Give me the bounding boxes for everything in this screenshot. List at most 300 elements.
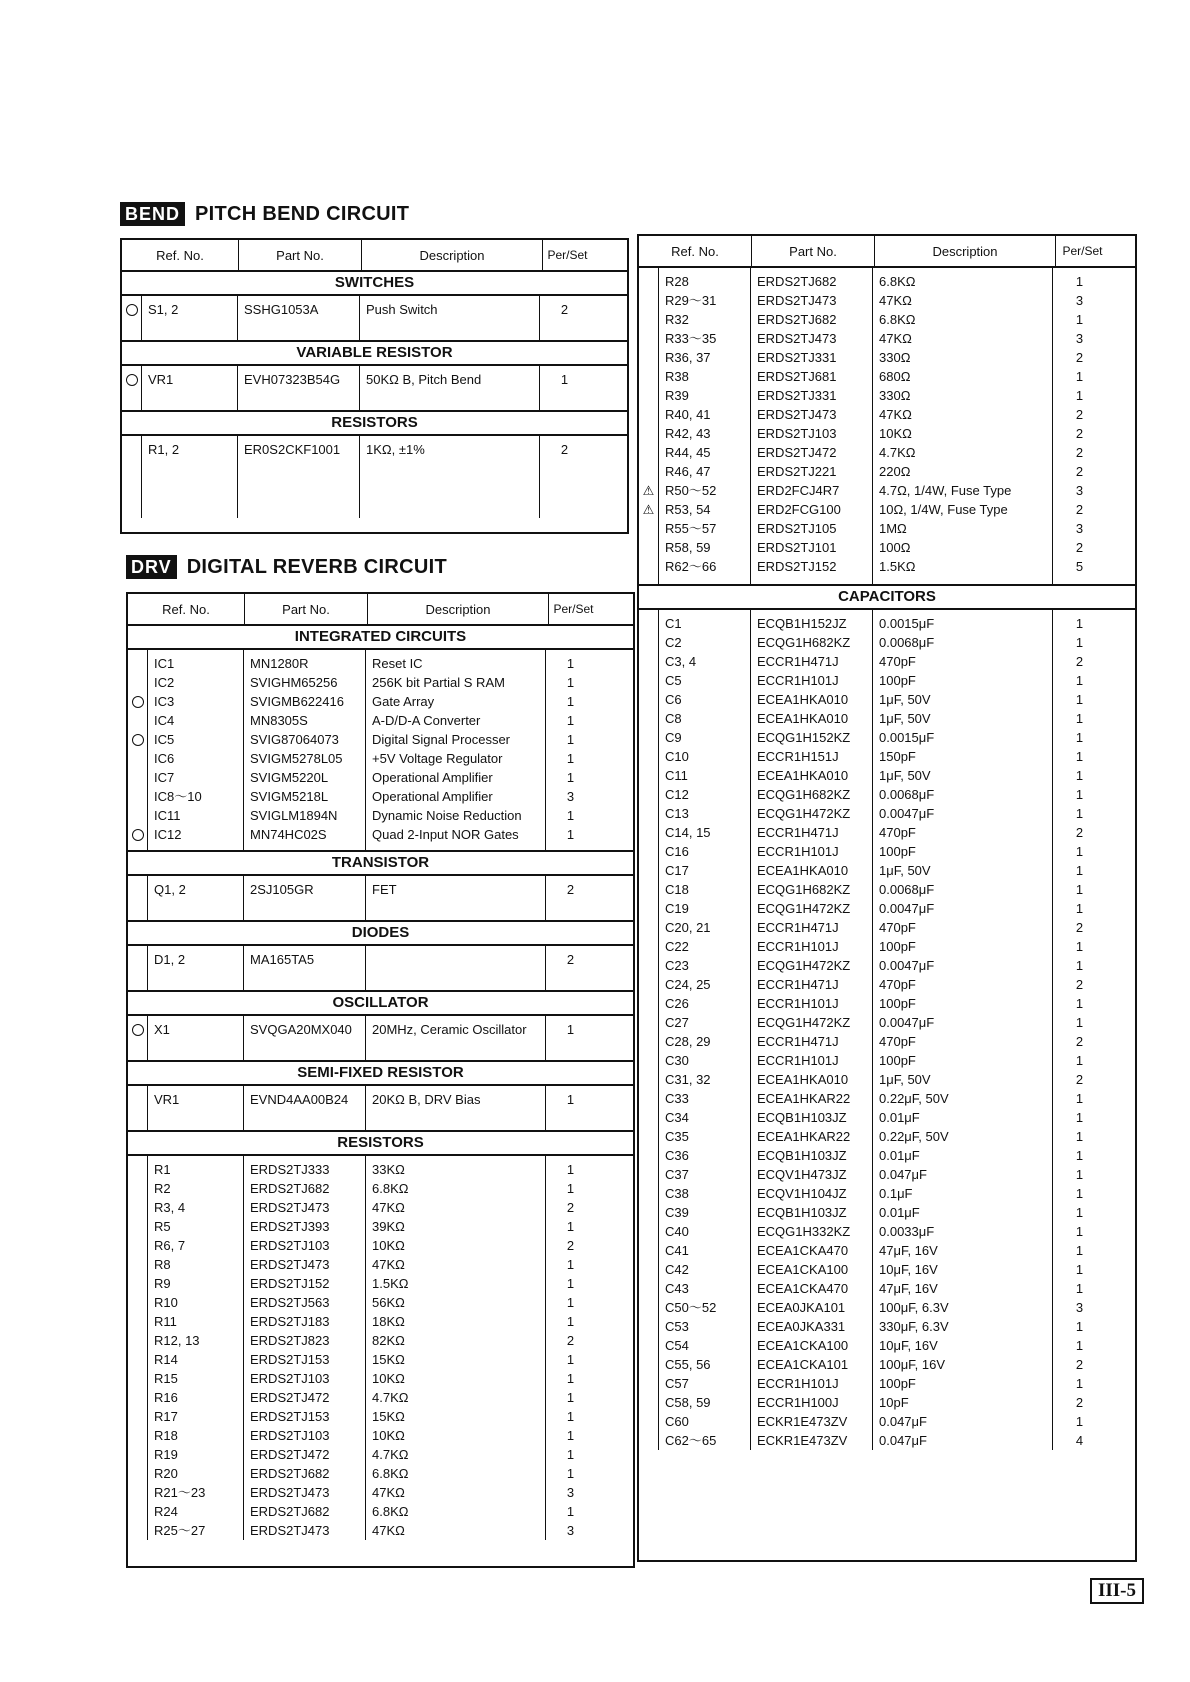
mark-cell [639,975,658,994]
table-cell: ER0S2CKF1001 [244,442,341,457]
table-cell: 2 [566,1333,575,1348]
table-cell: 330Ω [879,350,911,365]
table-cell: 1 [566,1181,575,1196]
table-cell: 47KΩ [879,293,912,308]
table-cell: 1 [566,1352,575,1367]
description-column [366,946,546,990]
table-cell: 3 [1075,521,1084,536]
table-cell: 6.8KΩ [372,1504,409,1519]
table-cell: 18KΩ [372,1314,405,1329]
table-cell: R55～57 [665,521,717,536]
mark-cell [639,614,658,633]
table-cell: ECEA0JKA101 [757,1300,846,1315]
table-cell: 3 [566,1485,575,1500]
mark-cell [128,1312,147,1331]
table-cell: 1 [566,1022,575,1037]
table-cell: 1μF, 50V [879,1072,931,1087]
table-cell: 0.1μF [879,1186,913,1201]
table-cell: 100pF [879,673,916,688]
header-part-no: Part No. [752,236,875,266]
header-ref-no: Ref. No. [639,236,752,266]
table-cell: C17 [665,863,689,878]
mark-cell [128,880,147,899]
table-cell: ECCR1H101J [757,939,839,954]
table-cell: Dynamic Noise Reduction [372,808,522,823]
header-per-set: Per/Set [1062,244,1103,258]
table-cell: 330μF, 6.3V [879,1319,949,1334]
group-title: SWITCHES [122,272,627,296]
mark-cell [639,956,658,975]
table-cell: 1 [1075,312,1084,327]
table-cell: R39 [665,388,689,403]
mark-cell [128,825,147,844]
table-cell: C13 [665,806,689,821]
group-body [128,946,633,992]
table-cell: 4.7KΩ [372,1447,409,1462]
part-column [238,436,360,518]
table-cell: C20, 21 [665,920,711,935]
table-cell: ERDS2TJ103 [250,1428,330,1443]
table-cell: 1 [1075,882,1084,897]
table-cell: 1 [1075,1338,1084,1353]
table-cell: 1 [1075,768,1084,783]
per-set-column [546,1016,595,1060]
table-cell: R25～27 [154,1523,206,1538]
table-cell: R15 [154,1371,178,1386]
table-cell: 6.8KΩ [372,1466,409,1481]
mark-cell [639,272,658,291]
table-cell: 47KΩ [372,1200,405,1215]
table-cell: R16 [154,1390,178,1405]
mark-cell [128,1445,147,1464]
mark-cell [128,1293,147,1312]
table-cell: ERDS2TJ105 [757,521,837,536]
table-cell: 0.0047μF [879,1015,935,1030]
table-cell: 2 [1075,464,1084,479]
table-cell: R62～66 [665,559,717,574]
group-title: TRANSISTOR [128,852,633,876]
part-column [751,268,873,584]
table-cell: IC11 [154,808,181,823]
table-cell: 1 [566,751,575,766]
table-cell: ERDS2TJ152 [250,1276,330,1291]
mark-cell [639,557,658,576]
table-cell: 1 [1075,844,1084,859]
table-cell: ECCR1H471J [757,654,839,669]
per-set-column [546,650,595,850]
mark-cell [639,994,658,1013]
table-cell: 1 [1075,1205,1084,1220]
mark-cell [639,291,658,310]
table-cell: 1 [1075,673,1084,688]
table-cell: C1 [665,616,682,631]
mark-cell [639,1279,658,1298]
table-cell: SVIG87064073 [250,732,339,747]
table-cell: 10KΩ [879,426,912,441]
per-set-column [540,296,589,340]
table-cell: 15KΩ [372,1409,405,1424]
table-cell: R44, 45 [665,445,711,460]
table-cell: R53, 54 [665,502,711,517]
per-set-column [546,1086,595,1130]
table-cell: C58, 59 [665,1395,711,1410]
table-cell: ERDS2TJ473 [757,407,837,422]
mark-cell [639,880,658,899]
table-cell: ERDS2TJ472 [250,1447,330,1462]
table-cell: C50～52 [665,1300,717,1315]
table-cell: ECKR1E473ZV [757,1433,848,1448]
mark-cell [639,1317,658,1336]
table-cell: 15KΩ [372,1352,405,1367]
group-body [639,268,1135,586]
table-cell: C3, 4 [665,654,697,669]
group-body [128,876,633,922]
ref-column [148,1156,244,1540]
table-cell: SVIGM5220L [250,770,329,785]
mark-cell [128,730,147,749]
table-cell: 0.01μF [879,1110,920,1125]
table-cell: ECCR1H471J [757,825,839,840]
table-cell: 1 [1075,616,1084,631]
mark-cell [128,1255,147,1274]
mark-cell [639,1374,658,1393]
ref-column [148,650,244,850]
description-column [366,1086,546,1130]
digital-reverb-parts-table [126,592,635,1568]
table-cell: ECEA1HKAR22 [757,1129,851,1144]
table-cell: 3 [566,1523,575,1538]
table-cell: 2 [566,952,575,967]
table-cell: R14 [154,1352,178,1367]
table-cell: 1 [1075,1262,1084,1277]
table-cell: 0.047μF [879,1414,927,1429]
table-cell: 1 [1075,996,1084,1011]
table-cell: MN74HC02S [250,827,327,842]
table-cell: 2 [1075,1072,1084,1087]
table-cell: ECEA1HKA010 [757,692,849,707]
mark-cell [639,367,658,386]
mark-cell [639,785,658,804]
table-cell: 470pF [879,654,916,669]
table-cell: 1 [1075,1167,1084,1182]
table-cell: 1 [566,1295,575,1310]
table-cell: 1 [1075,388,1084,403]
warning-triangle-icon: ⚠ [642,502,655,517]
table-cell: 1 [566,827,575,842]
table-cell: 150pF [879,749,916,764]
table-cell: ECQG1H472KZ [757,901,851,916]
table-cell: 1 [566,1276,575,1291]
header-part-no: Part No. [245,594,368,624]
table-cell: SVQGA20MX040 [250,1022,352,1037]
table-cell: ECQG1H152KZ [757,730,851,745]
table-cell: ECCR1H101J [757,996,839,1011]
mark-cell [128,1274,147,1293]
table-cell: R20 [154,1466,178,1481]
mark-cell [639,1165,658,1184]
table-cell: 1.5KΩ [879,559,916,574]
mark-cell [639,1127,658,1146]
mark-cell [639,633,658,652]
mark-cell [128,1407,147,1426]
table-cell: C26 [665,996,689,1011]
mark-cell [122,300,141,319]
mark-cell [128,692,147,711]
header-per-set: Per/Set [553,602,594,616]
table-cell: 10KΩ [372,1428,405,1443]
table-cell: ECCR1H100J [757,1395,839,1410]
table-cell: 100pF [879,1053,916,1068]
mark-cell [128,1426,147,1445]
table-cell: 1μF, 50V [879,863,931,878]
mark-cell [639,823,658,842]
circle-mark-icon [126,304,138,316]
group-body [122,366,627,412]
mark-cell [122,440,141,459]
table-cell: 33KΩ [372,1162,405,1177]
table-cell: ERDS2TJ473 [250,1485,330,1500]
group-title: CAPACITORS [639,586,1135,610]
table-cell: R8 [154,1257,171,1272]
mark-cell [128,1217,147,1236]
circle-mark-icon [132,829,144,841]
table-cell: 4.7Ω, 1/4W, Fuse Type [879,483,1012,498]
table-cell: ECEA1HKA010 [757,863,849,878]
mark-cell [639,1013,658,1032]
table-cell: ECEA1CKA100 [757,1338,849,1353]
table-cell: 1 [1075,692,1084,707]
table-cell: R6, 7 [154,1238,186,1253]
circle-mark-icon [126,374,138,386]
table-cell: C28, 29 [665,1034,711,1049]
mark-cell [639,1108,658,1127]
table-cell: ERDS2TJ682 [250,1504,330,1519]
table-cell: 1μF, 50V [879,711,931,726]
part-column [244,650,366,850]
per-set-column [1053,268,1106,584]
bend-section-title [120,202,409,226]
table-cell: 256K bit Partial S RAM [372,675,505,690]
mark-cell [128,1521,147,1540]
table-cell: 10μF, 16V [879,1262,938,1277]
table-cell: ERDS2TJ393 [250,1219,330,1234]
table-cell: 1 [1075,806,1084,821]
header-ref-no: Ref. No. [122,240,239,270]
table-cell: 47KΩ [372,1523,405,1538]
table-cell: 10μF, 16V [879,1338,938,1353]
table-cell: 1 [566,1371,575,1386]
table-cell: R10 [154,1295,178,1310]
table-cell: 1 [1075,1319,1084,1334]
table-cell: 100μF, 16V [879,1357,946,1372]
description-column [360,366,540,410]
part-column [244,1086,366,1130]
description-column [366,650,546,850]
table-cell: ERDS2TJ183 [250,1314,330,1329]
table-cell: 1 [1075,711,1084,726]
table-cell: 2 [566,1200,575,1215]
mark-cell [639,538,658,557]
mark-column [128,876,148,920]
table-cell: ERDS2TJ682 [757,274,837,289]
table-cell: 3 [1075,331,1084,346]
table-cell: R1 [154,1162,171,1177]
mark-cell [128,1502,147,1521]
table-cell: ECEA1CKA101 [757,1357,849,1372]
mark-cell [639,1298,658,1317]
table-cell: IC8～10 [154,789,202,804]
ref-column [148,946,244,990]
table-cell: 0.22μF, 50V [879,1091,949,1106]
table-cell: ECCR1H151J [757,749,839,764]
mark-cell [128,1236,147,1255]
table-cell: 3 [566,789,575,804]
table-cell: C22 [665,939,689,954]
mark-cell [639,1203,658,1222]
table-cell: ERDS2TJ331 [757,388,837,403]
table-cell: 2 [1075,977,1084,992]
per-set-column [540,366,589,410]
table-cell: R50～52 [665,483,717,498]
mark-cell [639,1032,658,1051]
table-cell: ECQG1H682KZ [757,635,851,650]
table-cell: 330Ω [879,388,911,403]
mark-cell [639,747,658,766]
table-cell: 0.01μF [879,1148,920,1163]
mark-cell [639,1051,658,1070]
mark-cell [639,918,658,937]
table-cell: 2 [1075,407,1084,422]
table-cell: ECEA1CKA470 [757,1281,849,1296]
table-cell: 2 [560,442,569,457]
mark-cell [639,709,658,728]
table-cell: C2 [665,635,682,650]
mark-cell [128,711,147,730]
description-column [873,268,1053,584]
table-cell: 2 [560,302,569,317]
table-cell: 1 [566,808,575,823]
mark-cell [128,673,147,692]
mark-cell [639,1070,658,1089]
table-cell: ERDS2TJ153 [250,1409,330,1424]
table-cell: R21～23 [154,1485,206,1500]
table-cell: R12, 13 [154,1333,200,1348]
table-cell: 1 [1075,958,1084,973]
table-cell: R32 [665,312,689,327]
mark-cell [128,1331,147,1350]
table-cell: R18 [154,1428,178,1443]
table-cell: 1 [566,1219,575,1234]
per-set-column [546,946,595,990]
mark-cell [639,386,658,405]
table-cell: R28 [665,274,689,289]
group-body [128,1086,633,1132]
mark-cell [128,950,147,969]
table-cell: ECCR1H101J [757,1053,839,1068]
table-cell: ERDS2TJ473 [250,1200,330,1215]
mark-cell [128,1160,147,1179]
table-cell: C30 [665,1053,689,1068]
mark-cell [639,1355,658,1374]
table-cell: R36, 37 [665,350,711,365]
table-cell: C33 [665,1091,689,1106]
table-cell: ECEA1CKA100 [757,1262,849,1277]
circle-mark-icon [132,734,144,746]
mark-cell [128,654,147,673]
mark-cell [639,424,658,443]
group-title: VARIABLE RESISTOR [122,342,627,366]
warning-triangle-icon: ⚠ [642,483,655,498]
mark-column [128,650,148,850]
description-column [366,876,546,920]
description-column [360,296,540,340]
table-cell: 1 [566,713,575,728]
table-cell: ERDS2TJ152 [757,559,837,574]
table-cell: 2 [1075,350,1084,365]
group-title: SEMI-FIXED RESISTOR [128,1062,633,1086]
table-cell: ECEA1CKA470 [757,1243,849,1258]
table-cell: 2 [1075,825,1084,840]
table-cell: 0.047μF [879,1167,927,1182]
table-cell: R5 [154,1219,171,1234]
mark-cell [128,1090,147,1109]
table-cell: 20MHz, Ceramic Oscillator [372,1022,527,1037]
table-cell: C34 [665,1110,689,1125]
table-cell: ECQG1H682KZ [757,787,851,802]
table-cell: 1 [1075,1376,1084,1391]
ref-column [659,268,751,584]
table-cell: 100pF [879,939,916,954]
table-cell: R17 [154,1409,178,1424]
drv-badge: DRV [126,555,177,579]
pitch-bend-parts-table [120,238,629,534]
table-cell: A-D/D-A Converter [372,713,481,728]
page-number: III-5 [1090,1578,1144,1604]
mark-column [122,296,142,340]
header-part-no: Part No. [239,240,362,270]
table-cell: VR1 [148,372,174,387]
mark-cell [639,690,658,709]
table-cell: ERDS2TJ153 [250,1352,330,1367]
table-cell: IC4 [154,713,175,728]
table-cell: 2 [566,882,575,897]
table-cell: 50KΩ B, Pitch Bend [366,372,482,387]
mark-cell [128,1483,147,1502]
table-cell: 220Ω [879,464,911,479]
part-column [238,366,360,410]
per-set-column [1053,610,1106,1450]
table-cell: 1 [1075,1414,1084,1429]
table-cell: C23 [665,958,689,973]
table-cell: ECQB1H103JZ [757,1205,847,1220]
mark-cell [128,768,147,787]
mark-cell [639,1241,658,1260]
table-cell: 1 [1075,1243,1084,1258]
table-cell: 0.01μF [879,1205,920,1220]
table-cell: R38 [665,369,689,384]
mark-cell [639,443,658,462]
mark-cell [639,481,658,500]
table-cell: 1 [566,1466,575,1481]
mark-cell [639,1222,658,1241]
group-body [128,1156,633,1540]
table-cell: C54 [665,1338,689,1353]
table-cell: Digital Signal Processer [372,732,511,747]
table-cell: R29～31 [665,293,717,308]
group-body [128,650,633,852]
table-cell: 470pF [879,1034,916,1049]
mark-cell [128,806,147,825]
